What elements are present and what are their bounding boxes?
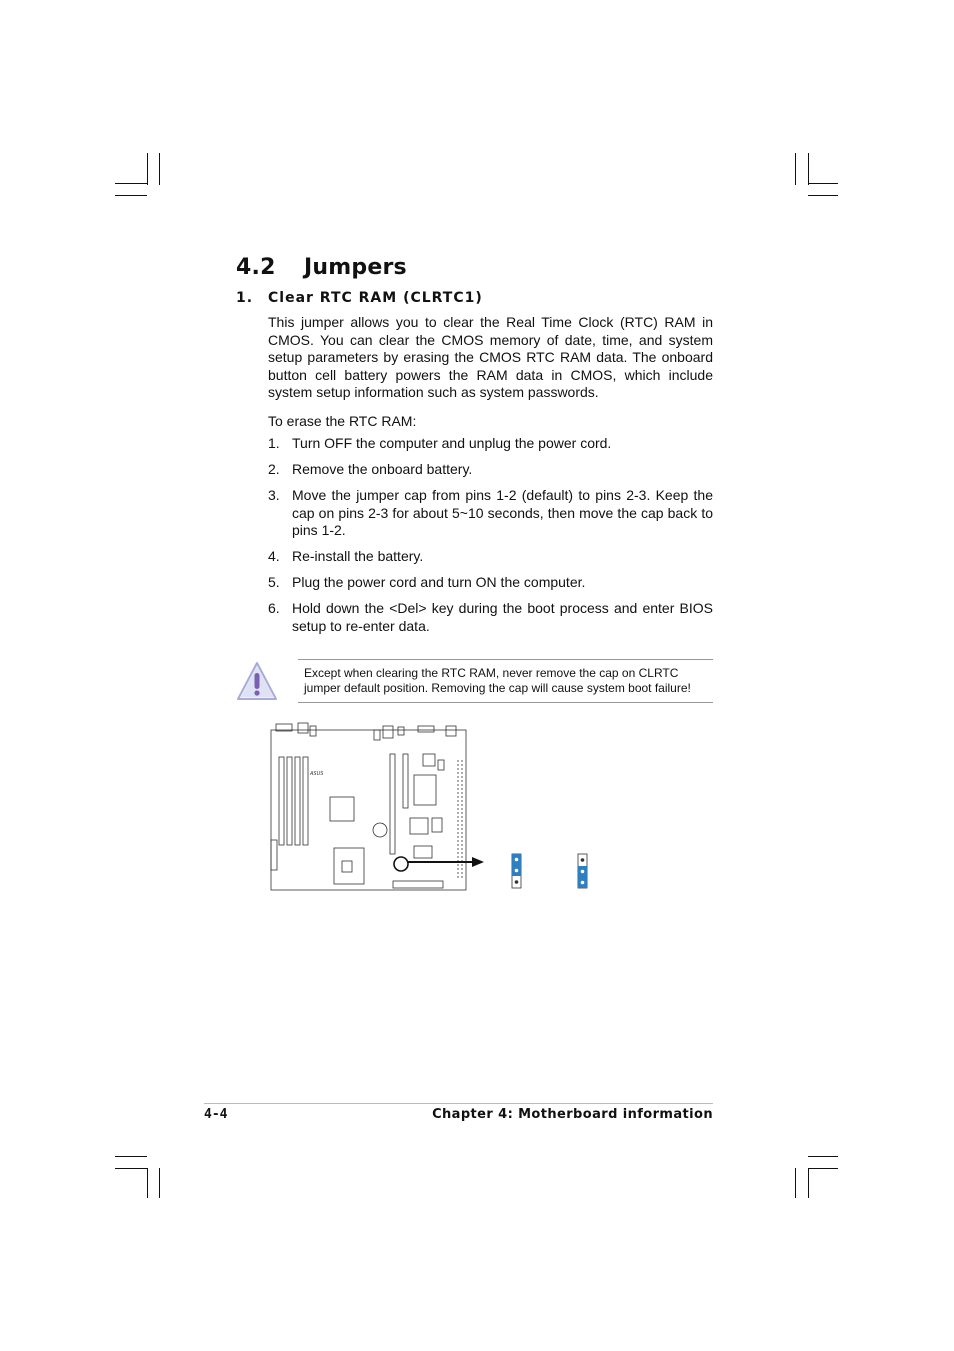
step-text: Hold down the <Del> key during the boot process and enter BIOS setup to re-enter data. (292, 600, 713, 634)
warning-icon (235, 660, 279, 707)
crop-mark (808, 195, 838, 196)
list-item (268, 487, 713, 540)
crop-mark (115, 195, 147, 196)
board-logo: ASUS (310, 771, 324, 777)
crop-mark (115, 1168, 147, 1169)
list-item (268, 574, 713, 592)
section-title: Jumpers (304, 255, 407, 280)
list-item (268, 435, 713, 453)
crop-mark (795, 1168, 796, 1198)
chapter-title: Chapter 4: Motherboard information (432, 1107, 713, 1122)
note-text (304, 666, 691, 696)
crop-mark (147, 1168, 148, 1198)
crop-mark (115, 183, 147, 184)
crop-mark (808, 1156, 838, 1157)
subsection-title: Clear RTC RAM (CLRTC1) (268, 290, 483, 306)
intro-paragraph: This jumper allows you to clear the Real Time Clock (RTC) RAM in CMOS. You can clear the CMOS memory of date, time, and system setup parameters by erasing the CMOS RTC RAM data. The onboard button cell battery powers the RAM data in CMOS, which include system setup information such as system passwords. (268, 314, 713, 400)
warning-note (298, 659, 713, 703)
subsection-heading (236, 290, 483, 306)
step-text: Plug the power cord and turn ON the computer. (292, 574, 586, 590)
step-number: 2. (268, 461, 280, 477)
step-text: Move the jumper cap from pins 1-2 (default) to pins 2-3. Keep the cap on pins 2-3 for about 5~10 seconds, then move the cap back to pins 1-2. (292, 487, 713, 538)
crop-mark (808, 1168, 809, 1198)
step-text: Remove the onboard battery. (292, 461, 473, 477)
steps-lead: To erase the RTC RAM: (268, 413, 417, 429)
step-text: Re-install the battery. (292, 548, 424, 564)
crop-mark (808, 153, 809, 185)
step-text: Turn OFF the computer and unplug the power cord. (292, 435, 612, 451)
crop-mark (115, 1156, 147, 1157)
subsection-number: 1. (236, 290, 254, 306)
crop-mark (159, 1168, 160, 1198)
step-number: 1. (268, 435, 280, 451)
crop-mark (147, 153, 148, 185)
page-number: 4-4 (204, 1107, 228, 1122)
motherboard-layout-svg (268, 720, 608, 898)
jumper-clear (578, 854, 587, 888)
footer-rule (204, 1103, 713, 1104)
crop-mark (808, 183, 838, 184)
note-line: Except when clearing the RTC RAM, never remove the cap on CLRTC (304, 666, 679, 680)
crop-mark (159, 153, 160, 185)
section-heading (236, 255, 407, 280)
step-number: 4. (268, 548, 280, 564)
step-number: 3. (268, 487, 280, 503)
section-number: 4.2 (236, 255, 276, 280)
list-item (268, 600, 713, 635)
motherboard-diagram (268, 720, 608, 903)
list-item (268, 548, 713, 566)
crop-mark (808, 1168, 838, 1169)
step-number: 6. (268, 600, 280, 616)
steps-list (268, 435, 713, 644)
note-line: jumper default position. Removing the cap will cause system boot failure! (304, 681, 691, 695)
crop-mark (795, 153, 796, 185)
list-item (268, 461, 713, 479)
jumper-normal (512, 854, 521, 888)
step-number: 5. (268, 574, 280, 590)
